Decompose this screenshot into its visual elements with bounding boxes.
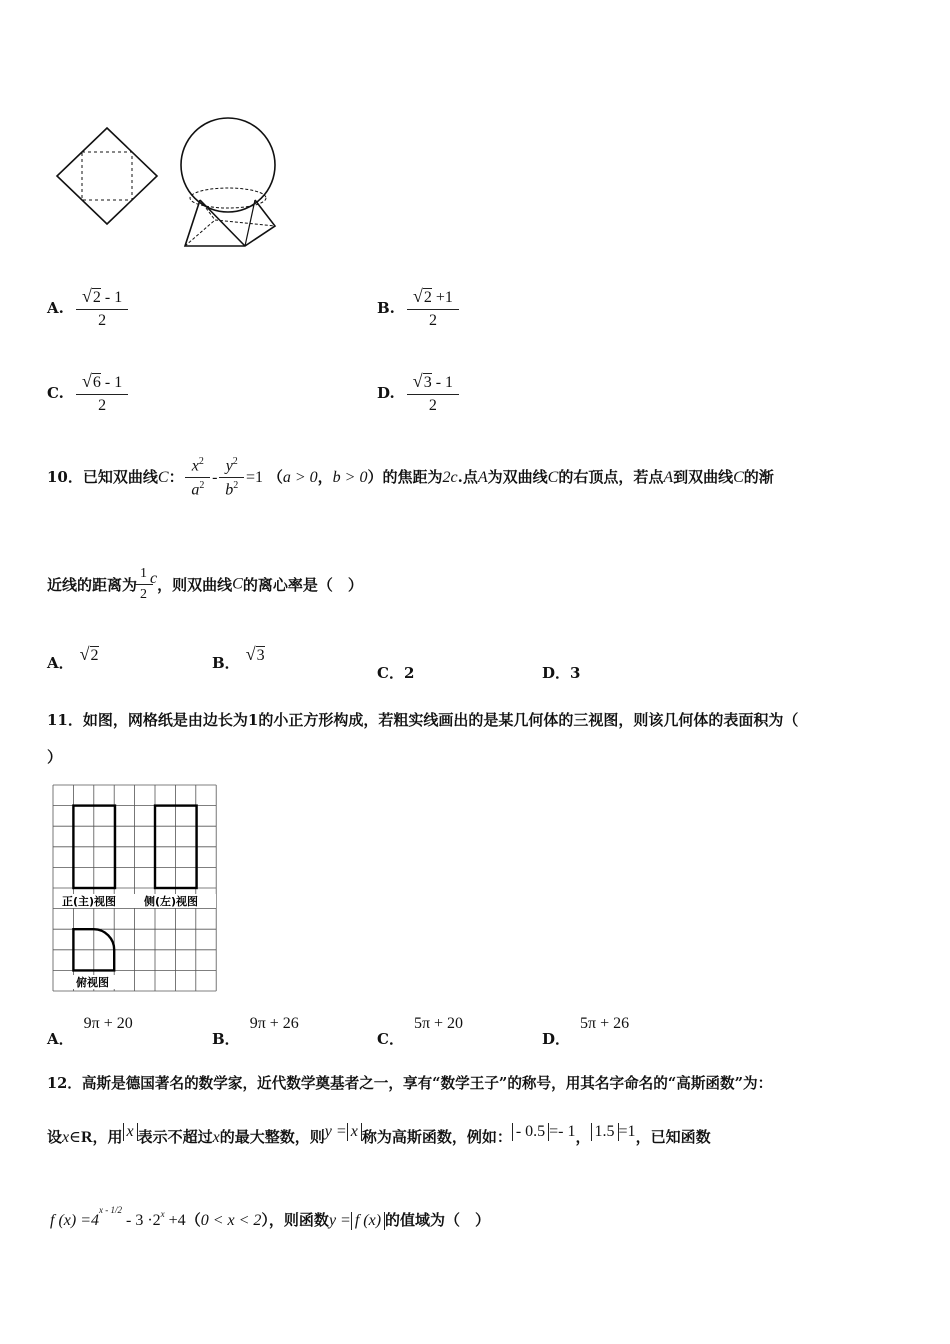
top-view-label: 俯视图 (76, 976, 109, 989)
f-end: +4 (164, 1212, 186, 1229)
q10-option-b[interactable] (212, 644, 265, 673)
q10-text: ，则双曲线 (157, 576, 233, 594)
q10-text: 的右顶点，若点 (558, 467, 664, 486)
minus: - (212, 468, 218, 486)
option-letter: D． (542, 664, 571, 682)
q12-text: 的最大整数，则 (219, 1128, 325, 1146)
f-mid: - 3 ·2 (122, 1212, 161, 1229)
q11-option-d[interactable] (542, 1012, 630, 1048)
option-fraction: $\frac{√2 +1}{2}$ (410, 286, 456, 330)
example-2-input: 1.5 (591, 1123, 619, 1141)
half-num: 1 (140, 566, 148, 581)
q9-option-a[interactable] (47, 286, 125, 330)
denominator: 2 (407, 394, 459, 415)
option-letter: C. (47, 384, 64, 402)
f-lhs: f (x) =4 (50, 1212, 99, 1229)
grid-three-view-figure (52, 784, 222, 994)
sep: ， (575, 1128, 591, 1146)
radicand: 6 (92, 374, 101, 391)
q11-option-a[interactable] (47, 1012, 133, 1048)
front-view-label: 正(主)视图 (62, 895, 117, 908)
q10-line-1 (47, 456, 774, 500)
var-x: x (212, 1129, 220, 1146)
example-1-input: - 0.5 (512, 1123, 549, 1141)
denominator: 2 (76, 309, 128, 330)
q10-text: .点 (457, 467, 478, 486)
q11-line-2 (47, 746, 62, 767)
side-view-label: 侧(左)视图 (144, 895, 199, 908)
q10-text: 到双曲线 (673, 467, 734, 486)
var-c: C (232, 575, 243, 593)
question-number: 12． (47, 1075, 82, 1092)
option-letter: C． (377, 664, 404, 682)
hyperbola-term-x (188, 456, 207, 500)
option-value: 5π + 26 (580, 1015, 630, 1032)
q12-line-1 (47, 1072, 772, 1093)
equals-one: =1 (246, 468, 264, 486)
q9-option-c[interactable] (47, 371, 125, 415)
f-exponent: x - 1/2 (99, 1205, 122, 1215)
q12-text: 设 (47, 1128, 63, 1146)
hyperbola-term-y (222, 456, 241, 500)
option-value: 3 (570, 664, 581, 682)
q11-option-c[interactable] (377, 1012, 464, 1048)
half-den: 2 (134, 584, 153, 603)
example-2-output: =1 (618, 1123, 636, 1140)
var-c: C (733, 468, 744, 486)
q10-option-a[interactable] (47, 644, 99, 673)
option-letter: A． (47, 654, 74, 672)
num-rest: - 1 (431, 374, 454, 391)
q12-text: ，已知函数 (635, 1128, 711, 1146)
option-letter: B． (212, 654, 240, 672)
denominator: 2 (76, 394, 128, 415)
option-value: √3 (245, 644, 265, 664)
num-rest: +1 (431, 289, 453, 306)
q12-text: 称为高斯函数，例如： (361, 1128, 512, 1146)
option-fraction: $\frac{√3 - 1}{2}$ (410, 371, 456, 415)
diamond-outline (57, 128, 157, 224)
q9-option-d[interactable] (377, 371, 456, 415)
q11-close: ） (47, 748, 63, 766)
q12-text: 高斯是德国著名的数学家，近代数学奠基者之一，享有“数学王子”的称号，用其名字命名的“高斯函数”为： (81, 1075, 773, 1092)
y: y (225, 457, 233, 475)
q11-option-b[interactable] (212, 1012, 299, 1048)
question-number: 10． (47, 467, 83, 486)
q10-line-2 (47, 566, 363, 603)
cond-a: a > 0 (282, 468, 318, 486)
q10-text: 近线的距离为 (47, 576, 138, 594)
option-fraction: $\frac{√6 - 1}{2}$ (79, 371, 125, 415)
inner-dashed-square (82, 152, 132, 200)
q11-line-1 (47, 709, 798, 730)
radicand: 2 (92, 289, 101, 306)
var-c: C (547, 468, 559, 486)
q12-line-3 (50, 1205, 490, 1230)
figure-three-view-sphere (50, 108, 290, 263)
floor-x: x (347, 1123, 362, 1141)
real-set: R (80, 1129, 93, 1146)
option-value: 9π + 20 (83, 1015, 133, 1032)
q11-one: 1 (247, 711, 259, 729)
option-letter: A． (47, 1030, 74, 1048)
radicand: 3 (256, 647, 265, 664)
cond-b: b > 0 (332, 468, 368, 486)
question-number: 11． (47, 711, 83, 729)
example-1-output: =- 1 (549, 1123, 576, 1140)
y-eq: y = (328, 1212, 351, 1229)
x-in: x∈ (62, 1129, 81, 1146)
x: x (191, 457, 199, 475)
sq: 2 (198, 456, 204, 467)
option-letter: D. (377, 384, 395, 402)
var-a: A (477, 468, 488, 486)
radicand: 2 (423, 289, 432, 306)
option-value: √2 (79, 644, 99, 664)
option-value: 5π + 20 (413, 1015, 464, 1032)
q11-text: 如图，网格纸是由边长为 (82, 711, 248, 729)
option-fraction: $\frac{√2 - 1}{2}$ (79, 286, 125, 330)
prism-edge (200, 200, 245, 246)
option-letter: B. (377, 299, 395, 317)
floor-fx: f (x) (351, 1212, 385, 1230)
q10-text: 为双曲线 (487, 467, 548, 486)
colon: ： (168, 467, 184, 486)
half-fraction (137, 566, 150, 603)
prism-outline (185, 200, 275, 246)
f-exponent-2: x (160, 1209, 165, 1219)
domain: 0 < x < 2 (200, 1212, 262, 1229)
q10-text: 已知双曲线 (82, 467, 158, 486)
sq: 2 (199, 480, 205, 492)
radicand: 2 (90, 647, 99, 664)
var-c: c (150, 570, 158, 587)
sq: 2 (232, 456, 238, 467)
a: a (191, 481, 200, 499)
q12-text: ，则函数 (268, 1211, 329, 1229)
q12-text: 的值域为（ ） (385, 1211, 491, 1229)
paren: ） (261, 1211, 269, 1229)
var-a: A (663, 468, 674, 486)
q10-text: 的焦距为 (382, 467, 443, 486)
b: b (225, 481, 234, 499)
q10-text: 的离心率是（ ） (242, 576, 363, 594)
q10-option-d[interactable] (542, 662, 580, 683)
sphere-circle (181, 118, 275, 212)
sphere-equator (190, 188, 266, 208)
option-value: 9π + 26 (249, 1015, 299, 1032)
q12-line-2 (47, 1123, 711, 1147)
q10-option-c[interactable] (377, 662, 414, 683)
q12-text: 表示不超过 (137, 1128, 213, 1146)
paren: （ (267, 467, 283, 486)
radicand: 3 (423, 374, 432, 391)
q12-text: ，用 (92, 1128, 123, 1146)
two-c: 2c (442, 468, 458, 486)
q11-text: 的小正方形构成，若粗实线画出的是某几何体的三视图，则该几何体的表面积为（ (258, 711, 799, 729)
option-value: 2 (403, 664, 415, 682)
option-letter: C． (377, 1030, 404, 1048)
sep: ， (317, 467, 333, 486)
paren: ） (367, 467, 383, 486)
y-eq: y = (324, 1123, 347, 1140)
num-rest: - 1 (100, 289, 123, 306)
floor-x: x (123, 1123, 138, 1141)
var-c: C (157, 468, 169, 486)
denominator: 2 (407, 309, 459, 330)
option-letter: A. (47, 299, 64, 317)
paren: （ (185, 1211, 201, 1229)
q10-text: 的渐 (743, 467, 774, 486)
q9-option-b[interactable] (377, 286, 456, 330)
option-letter: B． (212, 1030, 240, 1048)
option-letter: D． (542, 1030, 571, 1048)
sq: 2 (233, 480, 239, 492)
num-rest: - 1 (100, 374, 123, 391)
